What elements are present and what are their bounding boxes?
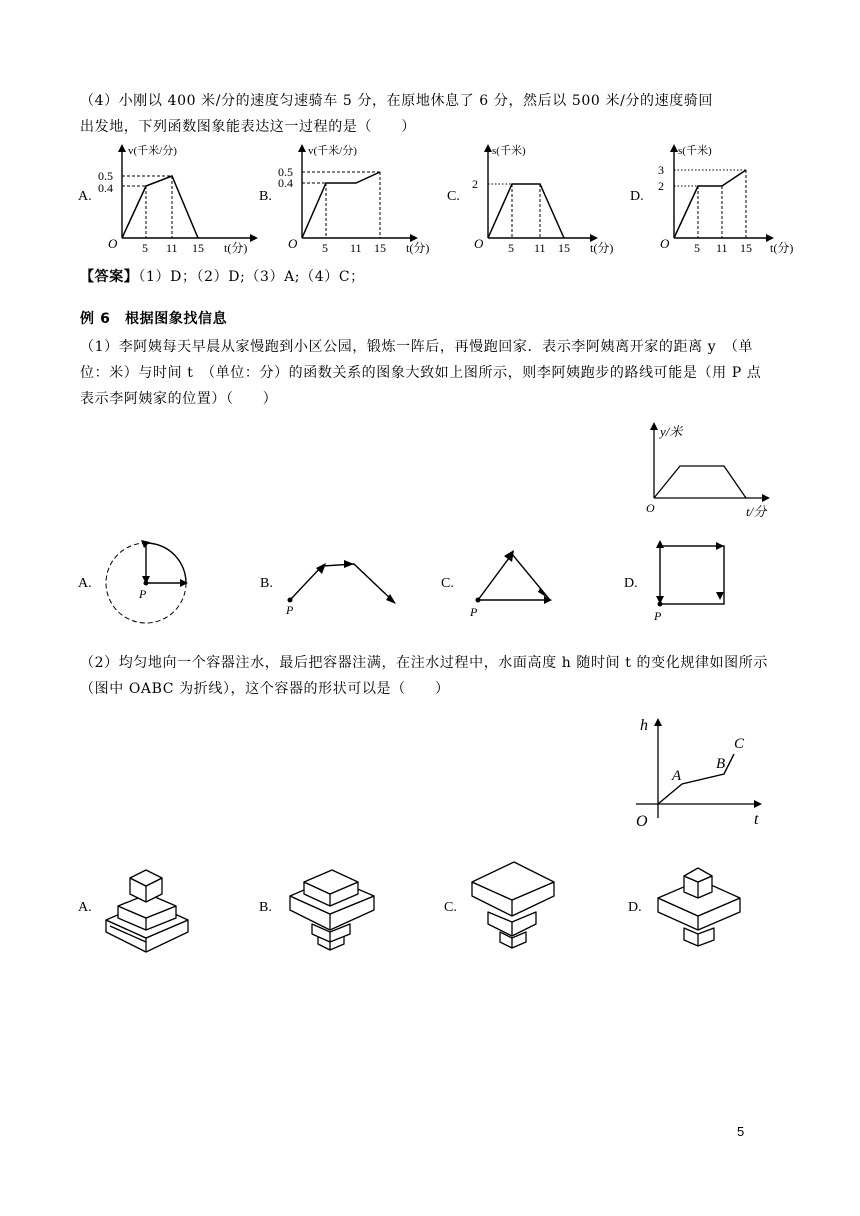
origin-label: O [646, 501, 655, 515]
xtick: 15 [374, 241, 386, 255]
point-label-a: A [672, 768, 682, 784]
container-option-c[interactable]: C. [444, 900, 457, 915]
xtick: 15 [740, 241, 752, 255]
ex6-p2-line2: （图中 OABC 为折线），这个容器的形状可以是（ ） [80, 681, 450, 697]
q4-option-d[interactable]: D. [630, 189, 644, 204]
graph-xlabel: t [754, 811, 759, 828]
route-option-a[interactable]: A. [78, 576, 92, 591]
graph-ylabel: y/米 [660, 424, 683, 439]
q4-graph-a [96, 140, 266, 258]
example6-title: 例 6 根据图象找信息 [80, 311, 228, 327]
q4-option-a[interactable]: A. [78, 189, 92, 204]
answer-line [80, 264, 365, 290]
xtick: 11 [350, 241, 362, 255]
graph-ylabel: s(千米) [678, 145, 712, 157]
xtick: 5 [322, 241, 328, 255]
route-option-b[interactable]: B. [260, 576, 273, 591]
container-option-d[interactable]: D. [628, 900, 642, 915]
q4-line2: 出发地，下列函数图象能表达这一过程的是（ ） [80, 119, 416, 135]
graph-xlabel: t(分) [224, 241, 248, 255]
route-option-c[interactable]: C. [441, 576, 454, 591]
answer-label: 【答案】 [80, 269, 139, 285]
ytick: 0.5 [98, 169, 113, 183]
xtick: 5 [694, 241, 700, 255]
route-c-diagram [466, 544, 562, 624]
ex6-p2-line1: （2）均匀地向一个容器注水，最后把容器注满，在注水过程中，水面高度 h 随时间 t 的变化规律如图所示 [80, 655, 768, 671]
route-b-diagram [282, 556, 406, 616]
origin-label: O [636, 813, 648, 830]
point-label: P [654, 609, 662, 623]
q4-option-c[interactable]: C. [447, 189, 460, 204]
ytick: 0.4 [278, 176, 293, 190]
q4-graph-b [276, 140, 446, 258]
ex6-p1-line3: 表示李阿姨家的位置）（ ） [80, 391, 278, 407]
graph-xlabel: t(分) [590, 241, 614, 255]
graph-xlabel: t(分) [406, 241, 430, 255]
graph-xlabel: t/分 [746, 504, 767, 519]
xtick: 11 [716, 241, 728, 255]
graph-ylabel: v(千米/分) [128, 145, 177, 157]
route-option-d[interactable]: D. [624, 576, 638, 591]
point-label: P [470, 605, 478, 619]
ex6-distance-graph [640, 416, 780, 520]
origin-label: O [474, 236, 484, 251]
ytick: 0.5 [278, 165, 293, 179]
ytick: 3 [658, 163, 664, 177]
ex6-height-graph [630, 706, 770, 830]
container-b-diagram [284, 856, 380, 956]
point-label: P [139, 587, 147, 601]
point-label-c: C [734, 736, 745, 752]
graph-xlabel: t(分) [770, 241, 794, 255]
xtick: 5 [142, 241, 148, 255]
xtick: 11 [534, 241, 546, 255]
origin-label: O [108, 236, 118, 251]
origin-label: O [660, 236, 670, 251]
ex6-p1-line2: 位：米）与时间 t （单位：分）的函数关系的图象大致如上图所示，则李阿姨跑步的路线可能是（用 P 点 [80, 365, 762, 381]
xtick: 11 [166, 241, 178, 255]
ytick: 2 [658, 179, 664, 193]
xtick: 15 [558, 241, 570, 255]
ex6-p1-line1: （1）李阿姨每天早晨从家慢跑到小区公园，锻炼一阵后，再慢跑回家．表示李阿姨离开家的距离 y （单 [80, 339, 754, 355]
container-option-a[interactable]: A. [78, 900, 92, 915]
route-a-diagram [100, 536, 192, 632]
q4-graph-d [648, 140, 818, 258]
page-number: 5 [737, 1124, 745, 1139]
answer-text: （1）D；（2）D;（3）A;（4）C； [138, 269, 365, 285]
route-d-diagram [646, 536, 736, 628]
q4-line1: （4）小刚以 400 米/分的速度匀速骑车 5 分，在原地休息了 6 分，然后以 500 米/分的速度骑回 [80, 93, 713, 109]
point-label: P [286, 603, 294, 616]
origin-label: O [288, 236, 298, 251]
xtick: 15 [192, 241, 204, 255]
container-a-diagram [100, 856, 196, 956]
ytick: 0.4 [98, 181, 113, 195]
graph-ylabel: v(千米/分) [308, 145, 357, 157]
graph-ylabel: s(千米) [492, 145, 526, 157]
point-label-b: B [716, 756, 726, 772]
graph-ylabel: h [640, 717, 648, 734]
ytick: 2 [472, 177, 478, 191]
xtick: 5 [508, 241, 514, 255]
q4-graph-c [462, 140, 632, 258]
container-d-diagram [652, 856, 748, 956]
q4-option-b[interactable]: B. [259, 189, 272, 204]
container-c-diagram [466, 856, 562, 956]
container-option-b[interactable]: B. [259, 900, 272, 915]
